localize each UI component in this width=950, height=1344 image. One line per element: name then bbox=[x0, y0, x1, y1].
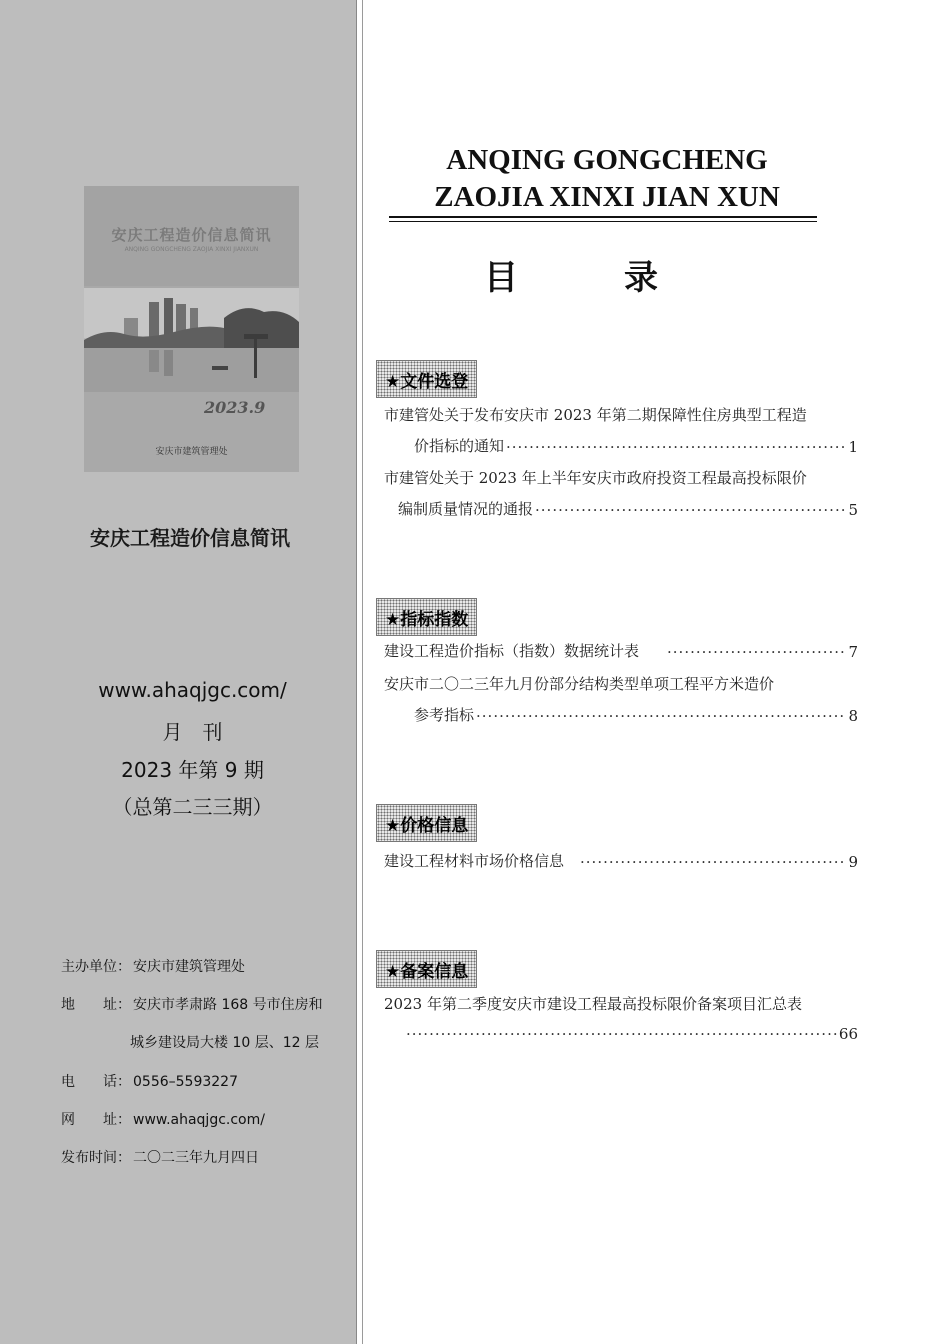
website-text: www.ahaqjgc.com/ bbox=[98, 678, 287, 702]
imprint-date-label: 发布时间： bbox=[61, 1150, 131, 1166]
imprint-sponsor-label: 主办单位： bbox=[61, 959, 131, 975]
cover-title: 安庆工程造价信息简讯 bbox=[111, 226, 272, 244]
title-rule-bottom bbox=[389, 221, 817, 222]
imprint-address-line1: 安庆市孝肃路 168 号市住房和 bbox=[133, 997, 323, 1013]
toc-entry-3-title: 建设工程造价指标（指数）数据统计表 bbox=[384, 642, 640, 660]
toc-entry-5[interactable] bbox=[384, 850, 858, 871]
cover-lake-photo bbox=[84, 288, 299, 392]
toc-entry-1-page: 1 bbox=[848, 438, 858, 456]
imprint-web-value: www.ahaqjgc.com/ bbox=[133, 1112, 265, 1128]
journal-title: 安庆工程造价信息简讯 bbox=[90, 526, 290, 550]
toc-entry-6-line1[interactable]: 2023 年第二季度安庆市建设工程最高投标限价备案项目汇总表 bbox=[384, 995, 802, 1013]
toc-entry-3[interactable] bbox=[384, 640, 858, 661]
toc-leader-dots bbox=[406, 1025, 837, 1043]
imprint-phone bbox=[61, 1071, 238, 1091]
toc-entry-2-page: 5 bbox=[848, 501, 858, 519]
toc-entry-1[interactable] bbox=[414, 435, 858, 456]
imprint-phone-value: 0556–5593227 bbox=[133, 1074, 238, 1090]
section-heading-indexes: ★指标指数 bbox=[376, 598, 477, 636]
imprint-phone-label: 电 话： bbox=[61, 1074, 131, 1090]
sidebar-divider bbox=[362, 0, 363, 1344]
toc-entry-3-page: 7 bbox=[848, 643, 858, 661]
cover-issue-number: 2023.9 bbox=[204, 398, 266, 417]
imprint-date bbox=[61, 1147, 259, 1167]
cover-publisher: 安庆市建筑管理处 bbox=[155, 447, 228, 457]
toc-entry-6-page: 66 bbox=[838, 1025, 858, 1043]
toc-leader-dots bbox=[667, 643, 846, 661]
imprint-sponsor bbox=[61, 956, 245, 976]
imprint-date-value: 二〇二三年九月四日 bbox=[133, 1150, 259, 1166]
cover-subtitle: ANQING GONGCHENG ZAOJIA XINXI JIANXUN bbox=[124, 246, 259, 253]
toc-leader-dots bbox=[476, 707, 846, 725]
toc-entry-6[interactable] bbox=[406, 1025, 858, 1043]
toc-leader-dots bbox=[580, 853, 846, 871]
imprint-web-label: 网 址： bbox=[61, 1112, 131, 1128]
toc-entry-5-title: 建设工程材料市场价格信息 bbox=[384, 852, 565, 870]
cover-thumbnail bbox=[84, 186, 299, 472]
toc-leader-dots bbox=[535, 501, 846, 519]
toc-entry-4[interactable] bbox=[414, 704, 858, 725]
title-rule-top bbox=[389, 216, 817, 218]
toc-entry-5-page: 9 bbox=[848, 853, 858, 871]
imprint-web bbox=[61, 1109, 265, 1129]
section-heading-prices: ★价格信息 bbox=[376, 804, 477, 842]
frequency-text: 月 刊 bbox=[162, 720, 223, 744]
english-title-line2: ZAOJIA XINXI JIAN XUN bbox=[434, 181, 780, 213]
toc-entry-2-line2: 编制质量情况的通报 bbox=[398, 500, 534, 518]
toc-entry-4-line1[interactable]: 安庆市二〇二三年九月份部分结构类型单项工程平方米造价 bbox=[384, 675, 775, 693]
issue-text: 2023 年第 9 期 bbox=[121, 758, 264, 782]
toc-entry-1-line2: 价指标的通知 bbox=[414, 437, 505, 455]
section-heading-filings: ★备案信息 bbox=[376, 950, 477, 988]
imprint-address-line2: 城乡建设局大楼 10 层、12 层 bbox=[130, 1035, 319, 1051]
toc-entry-4-line2: 参考指标 bbox=[414, 706, 475, 724]
toc-entry-2-line1[interactable]: 市建管处关于 2023 年上半年安庆市政府投资工程最高投标限价 bbox=[384, 469, 807, 487]
toc-entry-1-line1[interactable]: 市建管处关于发布安庆市 2023 年第二期保障性住房典型工程造 bbox=[384, 406, 807, 424]
imprint-address-label: 地 址： bbox=[61, 997, 131, 1013]
toc-leader-dots bbox=[506, 438, 846, 456]
toc-entry-4-page: 8 bbox=[848, 707, 858, 725]
toc-entry-2[interactable] bbox=[398, 498, 858, 519]
total-issue-text: （总第二三三期） bbox=[112, 795, 273, 819]
section-heading-documents: ★文件选登 bbox=[376, 360, 477, 398]
english-title-line1: ANQING GONGCHENG bbox=[446, 144, 768, 176]
toc-title: 目 录 bbox=[484, 258, 694, 298]
imprint-address bbox=[61, 994, 323, 1014]
imprint-sponsor-value: 安庆市建筑管理处 bbox=[133, 959, 245, 975]
